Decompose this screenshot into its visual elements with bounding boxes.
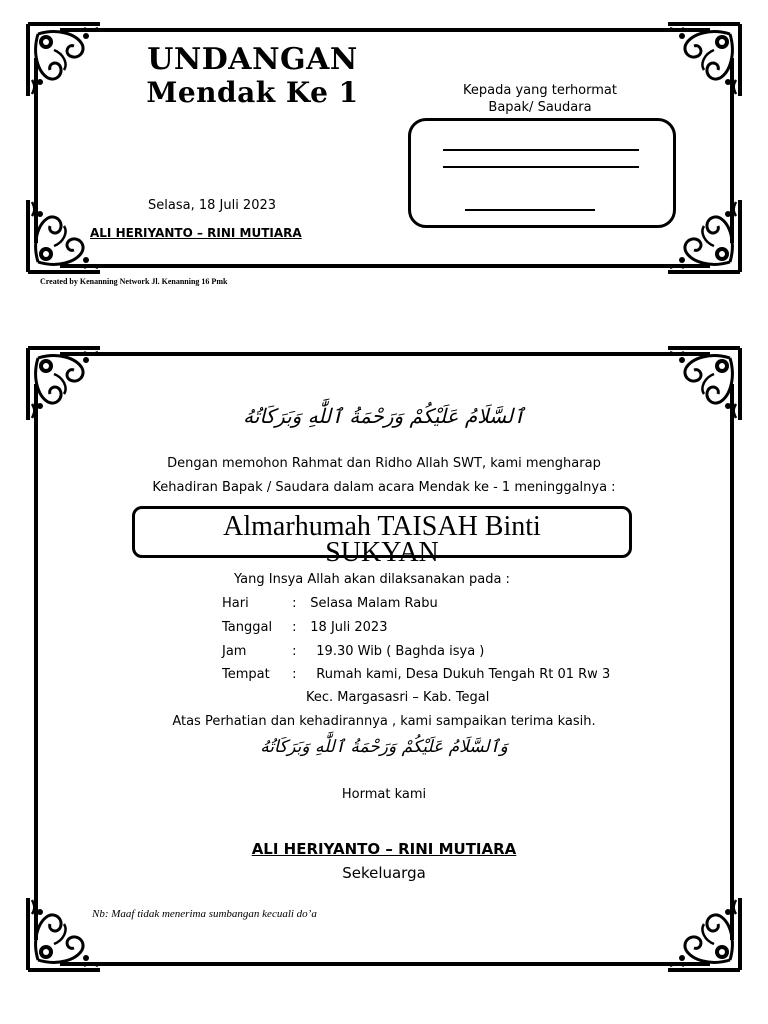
corner-ornament-icon (664, 196, 744, 276)
deceased-name (132, 512, 632, 568)
detail-label: Tempat (222, 667, 270, 682)
detail-separator: : (292, 620, 297, 635)
detail-separator: : (292, 596, 297, 611)
address-line (443, 149, 639, 151)
deceased-name-line-1: Almarhumah TAISAH Binti (223, 511, 541, 542)
arabic-closing: وَٱلسَّلَامُ عَلَيْكُمْ وَرَحْمَةُ ٱللَّٰهِ وَبَرَكَاتُهُ (260, 737, 508, 757)
regards-text: Hormat kami (341, 787, 427, 802)
corner-ornament-icon (664, 894, 744, 974)
detail-row-hari (222, 596, 438, 611)
corner-ornament-icon (664, 344, 744, 424)
intro-line-2: Kehadiran Bapak / Saudara dalam acara Mendak ke - 1 meninggalnya : (152, 480, 616, 495)
corner-ornament-icon (664, 20, 744, 100)
closing-text: Atas Perhatian dan kehadirannya , kami sampaikan terima kasih. (172, 714, 596, 729)
arabic-greeting: ٱلسَّلَامُ عَلَيْكُمْ وَرَحْمَةُ ٱللَّٰهِ وَبَرَكَاتُهُ (243, 404, 525, 428)
invitation-frame-right (730, 384, 734, 940)
detail-value: Rumah kami, Desa Dukuh Tengah Rt 01 Rw 3 (316, 667, 611, 682)
detail-value: Selasa Malam Rabu (310, 596, 438, 611)
intro-line-1: Dengan memohon Rahmat dan Ridho Allah SWT, kami mengharap (167, 456, 601, 471)
detail-row-tanggal (222, 620, 387, 635)
recipient-salutation: Bapak/ Saudara (488, 100, 592, 115)
deceased-name-line-2: SUKYAN (325, 537, 439, 568)
envelope-subtitle: Mendak Ke 1 (146, 76, 359, 109)
detail-separator: : (292, 644, 297, 659)
invitation-hosts: ALI HERIYANTO – RINI MUTIARA (251, 840, 517, 858)
detail-label: Hari (222, 596, 249, 611)
detail-row-tempat (222, 667, 610, 682)
envelope-frame-bottom (60, 264, 710, 268)
family-text: Sekeluarga (342, 864, 426, 882)
envelope-date: Selasa, 18 Juli 2023 (148, 198, 277, 213)
credit-text: Created by Kenanning Network Jl. Kenanning 16 Pmk (40, 277, 228, 286)
detail-label: Jam (222, 644, 247, 659)
corner-ornament-icon (24, 344, 104, 424)
invitation-frame-bottom (60, 962, 710, 966)
schedule-intro: Yang Insya Allah akan dilaksanakan pada : (234, 572, 510, 587)
detail-label: Tanggal (222, 620, 273, 635)
address-line (443, 166, 639, 168)
detail-value: 19.30 Wib ( Baghda isya ) (316, 644, 485, 659)
address-line (465, 209, 595, 211)
address-box[interactable] (408, 118, 676, 228)
corner-ornament-icon (24, 894, 104, 974)
invitation-frame-top (60, 352, 710, 356)
detail-separator: : (292, 667, 297, 682)
address-line-2: Kec. Margasasri – Kab. Tegal (306, 690, 490, 705)
corner-ornament-icon (24, 20, 104, 100)
detail-row-jam (222, 644, 484, 659)
envelope-frame-top (60, 28, 710, 32)
envelope-title: UNDANGAN (147, 42, 358, 77)
envelope-hosts: ALI HERIYANTO – RINI MUTIARA (90, 226, 302, 240)
detail-value: 18 Juli 2023 (310, 620, 388, 635)
recipient-label: Kepada yang terhormat (463, 83, 617, 98)
note-text: Nb: Maaf tidak menerima sumbangan kecuali do’a (92, 908, 317, 920)
invitation-frame-left (34, 384, 38, 940)
